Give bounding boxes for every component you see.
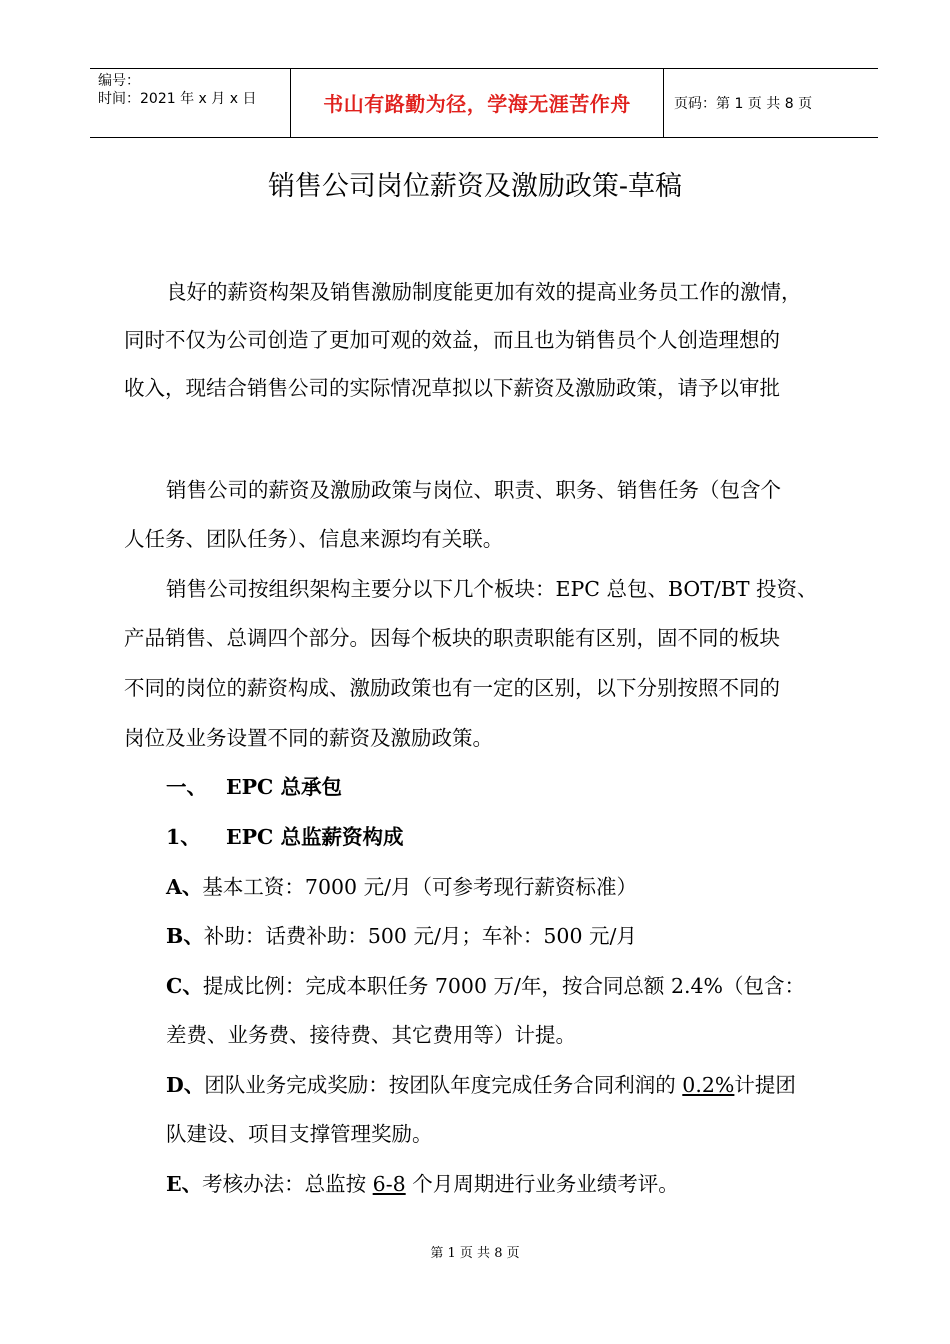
section-1-heading: EPC 总承包 <box>226 775 342 799</box>
item-b <box>166 923 637 949</box>
para2-line-4: 岗位及业务设置不同的薪资及激励政策。 <box>124 726 493 750</box>
item-e-label: E、 <box>166 1172 203 1196</box>
page-footer: 第 1 页 共 8 页 <box>430 1246 520 1261</box>
item-c-continuation: 差费、业务费、接待费、其它费用等）计提。 <box>166 1023 576 1047</box>
intro-line-2: 同时不仅为公司创造了更加可观的效益，而且也为销售员个人创造理想的 <box>124 328 780 352</box>
document-date: 时间：2021 年 x 月 x 日 <box>98 91 257 107</box>
para2-line-3: 不同的岗位的薪资构成、激励政策也有一定的区别，以下分别按照不同的 <box>124 676 780 700</box>
para2-line-2: 产品销售、总调四个部分。因每个板块的职责职能有区别，固不同的板块 <box>124 626 780 650</box>
document-title: 销售公司岗位薪资及激励政策-草稿 <box>267 171 683 202</box>
item-c-label: C、 <box>166 974 203 998</box>
item-e-text: 考核办法：总监按 <box>202 1172 373 1196</box>
item-d <box>166 1072 796 1098</box>
para2-line-1: 销售公司按组织架构主要分以下几个板块：EPC 总包、BOT/BT 投资、 <box>166 577 818 601</box>
item-a-text: 基本工资：7000 元/月（可参考现行薪资标准） <box>202 875 637 899</box>
item-e-period: 6-8 <box>372 1172 406 1196</box>
item-a <box>166 874 637 900</box>
intro-line-3: 收入，现结合销售公司的实际情况草拟以下薪资及激励政策，请予以审批 <box>124 376 780 400</box>
header-page-cell <box>664 69 878 137</box>
item-a-label: A、 <box>166 875 203 899</box>
item-e-text-end: 个月周期进行业务业绩考评。 <box>405 1172 679 1196</box>
item-b-label: B、 <box>166 924 204 948</box>
header-meta-cell <box>90 69 291 137</box>
item-b-text: 补助：话费补助：500 元/月；车补：500 元/月 <box>203 924 637 948</box>
header-motto: 书山有路勤为径，学海无涯苦作舟 <box>323 92 631 116</box>
item-d-label: D、 <box>166 1073 205 1097</box>
intro-line-1: 良好的薪资构架及销售激励制度能更加有效的提高业务员工作的激情， <box>166 280 802 304</box>
item-d-text-end: 计提团 <box>734 1073 796 1097</box>
section-1-number: 一、 <box>166 775 207 799</box>
subsection-1-heading: EPC 总监薪资构成 <box>226 825 404 849</box>
item-d-text: 团队业务完成奖励：按团队年度完成任务合同利润的 <box>204 1073 683 1097</box>
item-e <box>166 1171 679 1197</box>
document-header <box>90 68 878 138</box>
para1-line-1: 销售公司的薪资及激励政策与岗位、职责、职务、销售任务（包含个 <box>166 478 781 502</box>
header-motto-cell <box>291 69 664 137</box>
item-c <box>166 973 805 999</box>
para1-line-2: 人任务、团队任务）、信息来源均有关联。 <box>124 527 504 551</box>
subsection-1-number: 1、 <box>166 825 201 849</box>
item-d-continuation: 队建设、项目支撑管理奖励。 <box>166 1122 433 1146</box>
item-d-rate: 0.2% <box>682 1073 735 1097</box>
header-page-info: 页码：第 1 页 共 8 页 <box>674 96 813 112</box>
item-c-text: 提成比例：完成本职任务 7000 万/年，按合同总额 2.4%（包含： <box>202 974 806 998</box>
document-number-label: 编号： <box>98 73 140 89</box>
